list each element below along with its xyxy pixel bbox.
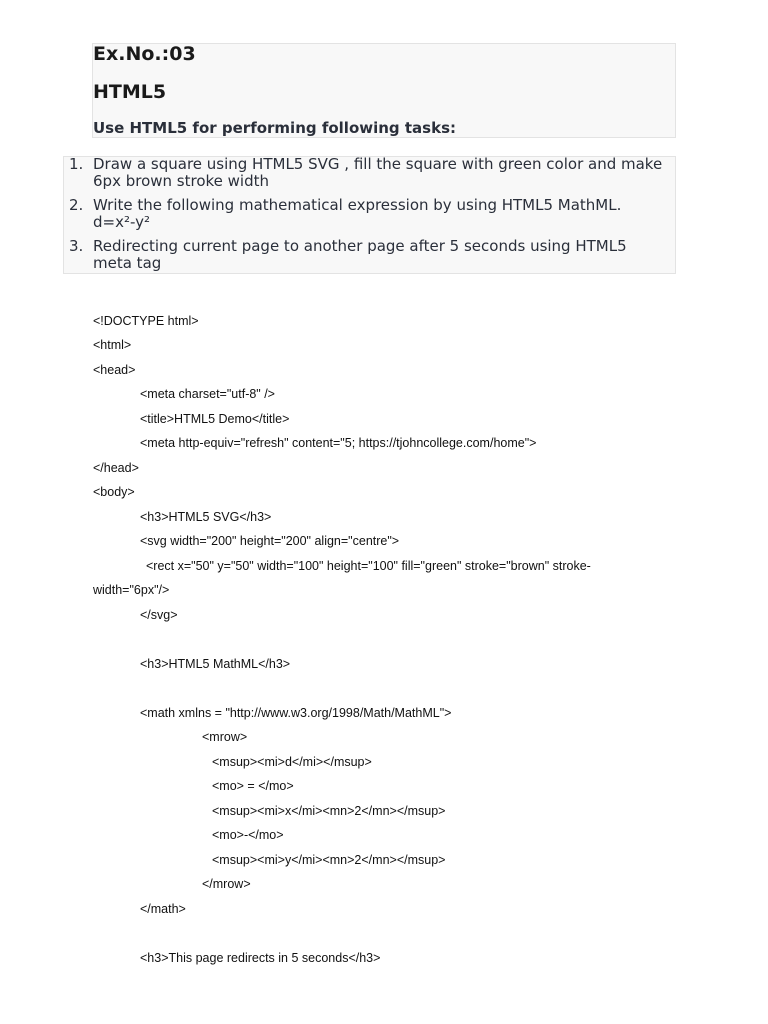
- code-line: <h3>HTML5 SVG</h3>: [140, 510, 272, 524]
- task-list: [63, 156, 663, 279]
- task-heading: Use HTML5 for performing following tasks:: [93, 119, 457, 137]
- document-title: HTML5: [93, 81, 167, 103]
- task-item: [63, 156, 663, 190]
- task-number: 2.: [69, 196, 84, 214]
- task-text: Write the following mathematical expression by using HTML5 MathML. d=x²-y²: [93, 196, 622, 231]
- code-line: <rect x="50" y="50" width="100" height="100" fill="green" stroke="brown" stroke-: [146, 559, 591, 573]
- code-line: </mrow>: [202, 877, 251, 891]
- task-number: 3.: [69, 237, 84, 255]
- code-line: <mrow>: [202, 730, 248, 744]
- code-line: <mo>-</mo>: [212, 828, 284, 842]
- code-line: <meta charset="utf-8" />: [140, 387, 275, 401]
- code-line: <meta http-equiv="refresh" content="5; https://tjohncollege.com/home">: [140, 436, 537, 450]
- code-line: <msup><mi>y</mi><mn>2</mn></msup>: [212, 853, 446, 867]
- code-line: <head>: [93, 363, 136, 377]
- task-text: Draw a square using HTML5 SVG , fill the square with green color and make 6px brown stroke width: [93, 155, 663, 190]
- code-line: <html>: [93, 338, 132, 352]
- code-line: <msup><mi>d</mi></msup>: [212, 755, 372, 769]
- code-line: <msup><mi>x</mi><mn>2</mn></msup>: [212, 804, 446, 818]
- code-line: </head>: [93, 461, 139, 475]
- code-line: <h3>This page redirects in 5 seconds</h3>: [140, 951, 381, 965]
- code-line: <mo> = </mo>: [212, 779, 294, 793]
- code-line: <body>: [93, 485, 135, 499]
- task-number: 1.: [69, 155, 84, 173]
- task-item: [63, 197, 663, 231]
- code-line: </math>: [140, 902, 186, 916]
- code-line: <h3>HTML5 MathML</h3>: [140, 657, 291, 671]
- task-item: [63, 238, 663, 272]
- task-text: Redirecting current page to another page after 5 seconds using HTML5 meta tag: [93, 237, 627, 272]
- code-line: <svg width="200" height="200" align="centre">: [140, 534, 400, 548]
- code-line: width="6px"/>: [93, 583, 170, 597]
- code-line: </svg>: [140, 608, 178, 622]
- code-line: <title>HTML5 Demo</title>: [140, 412, 290, 426]
- exercise-number: Ex.No.:03: [93, 43, 196, 65]
- code-line: <!DOCTYPE html>: [93, 314, 199, 328]
- code-line: <math xmlns = "http://www.w3.org/1998/Math/MathML">: [140, 706, 452, 720]
